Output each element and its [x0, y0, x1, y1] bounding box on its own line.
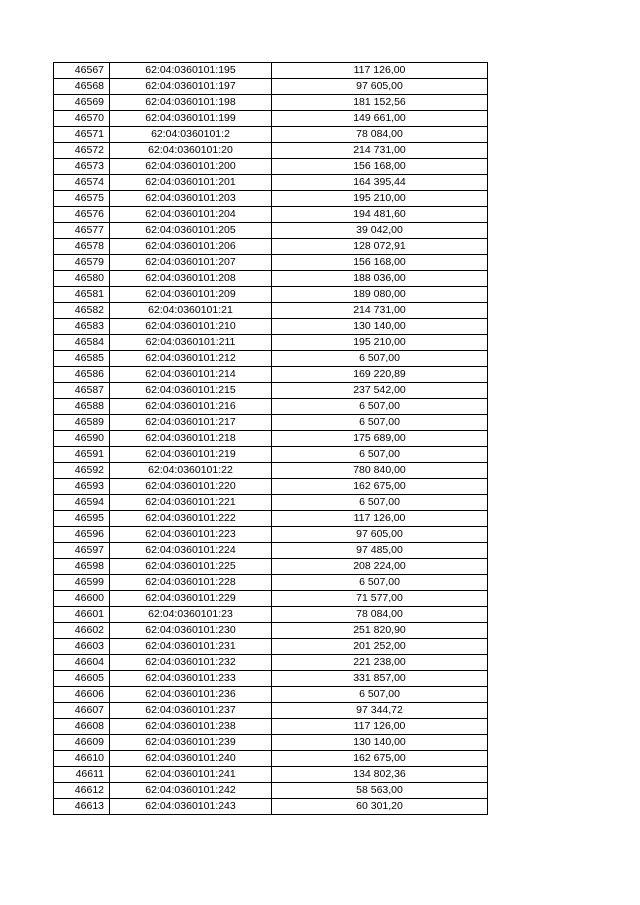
table-row [54, 575, 488, 591]
cadastral-number-cell: 62:04:0360101:230 [110, 623, 272, 639]
cadastral-number-cell: 62:04:0360101:223 [110, 527, 272, 543]
table-row [54, 623, 488, 639]
value-cell: 130 140,00 [272, 319, 488, 335]
table-row [54, 191, 488, 207]
value-cell: 181 152,56 [272, 95, 488, 111]
cadastral-number-cell: 62:04:0360101:2 [110, 127, 272, 143]
cadastral-number-cell: 62:04:0360101:208 [110, 271, 272, 287]
cadastral-number-cell: 62:04:0360101:239 [110, 735, 272, 751]
cadastral-number-cell: 62:04:0360101:200 [110, 159, 272, 175]
row-number-cell: 46578 [54, 239, 110, 255]
table-row [54, 175, 488, 191]
cadastral-number-cell: 62:04:0360101:232 [110, 655, 272, 671]
value-cell: 162 675,00 [272, 479, 488, 495]
value-cell: 780 840,00 [272, 463, 488, 479]
cadastral-number-cell: 62:04:0360101:225 [110, 559, 272, 575]
row-number-cell: 46608 [54, 719, 110, 735]
table-row [54, 719, 488, 735]
row-number-cell: 46592 [54, 463, 110, 479]
row-number-cell: 46604 [54, 655, 110, 671]
table-row [54, 143, 488, 159]
value-cell: 156 168,00 [272, 159, 488, 175]
value-cell: 6 507,00 [272, 351, 488, 367]
table-row [54, 735, 488, 751]
cadastral-number-cell: 62:04:0360101:238 [110, 719, 272, 735]
table-row [54, 655, 488, 671]
value-cell: 195 210,00 [272, 191, 488, 207]
row-number-cell: 46577 [54, 223, 110, 239]
table-row [54, 767, 488, 783]
value-cell: 6 507,00 [272, 447, 488, 463]
row-number-cell: 46580 [54, 271, 110, 287]
row-number-cell: 46576 [54, 207, 110, 223]
value-cell: 39 042,00 [272, 223, 488, 239]
row-number-cell: 46593 [54, 479, 110, 495]
row-number-cell: 46596 [54, 527, 110, 543]
table-row [54, 639, 488, 655]
row-number-cell: 46567 [54, 63, 110, 79]
table-row [54, 351, 488, 367]
table-row [54, 223, 488, 239]
cadastral-number-cell: 62:04:0360101:218 [110, 431, 272, 447]
cadastral-number-cell: 62:04:0360101:233 [110, 671, 272, 687]
cadastral-number-cell: 62:04:0360101:207 [110, 255, 272, 271]
value-cell: 201 252,00 [272, 639, 488, 655]
row-number-cell: 46601 [54, 607, 110, 623]
value-cell: 117 126,00 [272, 511, 488, 527]
table-row [54, 591, 488, 607]
row-number-cell: 46589 [54, 415, 110, 431]
cadastral-number-cell: 62:04:0360101:205 [110, 223, 272, 239]
row-number-cell: 46587 [54, 383, 110, 399]
cadastral-number-cell: 62:04:0360101:231 [110, 639, 272, 655]
value-cell: 71 577,00 [272, 591, 488, 607]
table-row [54, 335, 488, 351]
cadastral-number-cell: 62:04:0360101:220 [110, 479, 272, 495]
cadastral-number-cell: 62:04:0360101:22 [110, 463, 272, 479]
cadastral-number-cell: 62:04:0360101:224 [110, 543, 272, 559]
value-cell: 175 689,00 [272, 431, 488, 447]
cadastral-number-cell: 62:04:0360101:215 [110, 383, 272, 399]
cadastral-number-cell: 62:04:0360101:21 [110, 303, 272, 319]
cadastral-number-cell: 62:04:0360101:20 [110, 143, 272, 159]
table-row [54, 783, 488, 799]
cadastral-number-cell: 62:04:0360101:241 [110, 767, 272, 783]
row-number-cell: 46598 [54, 559, 110, 575]
cadastral-number-cell: 62:04:0360101:221 [110, 495, 272, 511]
table-row [54, 95, 488, 111]
table-row [54, 303, 488, 319]
table-row [54, 207, 488, 223]
cadastral-number-cell: 62:04:0360101:23 [110, 607, 272, 623]
cadastral-number-cell: 62:04:0360101:237 [110, 703, 272, 719]
row-number-cell: 46597 [54, 543, 110, 559]
value-cell: 117 126,00 [272, 63, 488, 79]
cadastral-number-cell: 62:04:0360101:201 [110, 175, 272, 191]
value-cell: 195 210,00 [272, 335, 488, 351]
row-number-cell: 46588 [54, 399, 110, 415]
cadastral-number-cell: 62:04:0360101:229 [110, 591, 272, 607]
value-cell: 251 820,90 [272, 623, 488, 639]
value-cell: 117 126,00 [272, 719, 488, 735]
cadastral-value-table [53, 62, 488, 815]
cadastral-number-cell: 62:04:0360101:240 [110, 751, 272, 767]
table-row [54, 447, 488, 463]
table-row [54, 111, 488, 127]
value-cell: 58 563,00 [272, 783, 488, 799]
row-number-cell: 46595 [54, 511, 110, 527]
value-cell: 134 802,36 [272, 767, 488, 783]
table-row [54, 543, 488, 559]
cadastral-number-cell: 62:04:0360101:242 [110, 783, 272, 799]
cadastral-number-cell: 62:04:0360101:228 [110, 575, 272, 591]
table-row [54, 671, 488, 687]
value-cell: 208 224,00 [272, 559, 488, 575]
table-row [54, 527, 488, 543]
row-number-cell: 46607 [54, 703, 110, 719]
table-row [54, 479, 488, 495]
value-cell: 6 507,00 [272, 399, 488, 415]
value-cell: 189 080,00 [272, 287, 488, 303]
cadastral-number-cell: 62:04:0360101:206 [110, 239, 272, 255]
value-cell: 78 084,00 [272, 607, 488, 623]
table-row [54, 511, 488, 527]
row-number-cell: 46590 [54, 431, 110, 447]
table-row [54, 367, 488, 383]
table-row [54, 799, 488, 815]
row-number-cell: 46606 [54, 687, 110, 703]
cadastral-number-cell: 62:04:0360101:198 [110, 95, 272, 111]
value-cell: 78 084,00 [272, 127, 488, 143]
value-cell: 60 301,20 [272, 799, 488, 815]
value-cell: 331 857,00 [272, 671, 488, 687]
table-row [54, 431, 488, 447]
cadastral-number-cell: 62:04:0360101:195 [110, 63, 272, 79]
row-number-cell: 46611 [54, 767, 110, 783]
table-row [54, 255, 488, 271]
table-row [54, 271, 488, 287]
value-cell: 237 542,00 [272, 383, 488, 399]
table-row [54, 319, 488, 335]
table-row [54, 415, 488, 431]
row-number-cell: 46573 [54, 159, 110, 175]
value-cell: 221 238,00 [272, 655, 488, 671]
value-cell: 6 507,00 [272, 575, 488, 591]
cadastral-number-cell: 62:04:0360101:243 [110, 799, 272, 815]
value-cell: 194 481,60 [272, 207, 488, 223]
row-number-cell: 46586 [54, 367, 110, 383]
row-number-cell: 46610 [54, 751, 110, 767]
row-number-cell: 46569 [54, 95, 110, 111]
value-cell: 214 731,00 [272, 303, 488, 319]
row-number-cell: 46581 [54, 287, 110, 303]
value-cell: 6 507,00 [272, 687, 488, 703]
row-number-cell: 46602 [54, 623, 110, 639]
value-cell: 97 605,00 [272, 79, 488, 95]
cadastral-number-cell: 62:04:0360101:216 [110, 399, 272, 415]
row-number-cell: 46574 [54, 175, 110, 191]
cadastral-number-cell: 62:04:0360101:204 [110, 207, 272, 223]
value-cell: 188 036,00 [272, 271, 488, 287]
value-cell: 6 507,00 [272, 415, 488, 431]
row-number-cell: 46583 [54, 319, 110, 335]
table-row [54, 703, 488, 719]
cadastral-number-cell: 62:04:0360101:203 [110, 191, 272, 207]
table-row [54, 399, 488, 415]
table-row [54, 383, 488, 399]
row-number-cell: 46605 [54, 671, 110, 687]
cadastral-number-cell: 62:04:0360101:199 [110, 111, 272, 127]
value-cell: 156 168,00 [272, 255, 488, 271]
table-row [54, 751, 488, 767]
cadastral-number-cell: 62:04:0360101:222 [110, 511, 272, 527]
row-number-cell: 46613 [54, 799, 110, 815]
table-row [54, 159, 488, 175]
cadastral-number-cell: 62:04:0360101:197 [110, 79, 272, 95]
table-row [54, 559, 488, 575]
value-cell: 97 344,72 [272, 703, 488, 719]
cadastral-number-cell: 62:04:0360101:219 [110, 447, 272, 463]
value-cell: 130 140,00 [272, 735, 488, 751]
row-number-cell: 46591 [54, 447, 110, 463]
table-row [54, 63, 488, 79]
row-number-cell: 46599 [54, 575, 110, 591]
row-number-cell: 46579 [54, 255, 110, 271]
table-row [54, 127, 488, 143]
table-row [54, 463, 488, 479]
table-row [54, 687, 488, 703]
cadastral-number-cell: 62:04:0360101:209 [110, 287, 272, 303]
cadastral-number-cell: 62:04:0360101:211 [110, 335, 272, 351]
row-number-cell: 46568 [54, 79, 110, 95]
table-body [54, 63, 488, 815]
value-cell: 97 485,00 [272, 543, 488, 559]
row-number-cell: 46575 [54, 191, 110, 207]
table-row [54, 287, 488, 303]
cadastral-number-cell: 62:04:0360101:236 [110, 687, 272, 703]
cadastral-number-cell: 62:04:0360101:212 [110, 351, 272, 367]
value-cell: 162 675,00 [272, 751, 488, 767]
value-cell: 6 507,00 [272, 495, 488, 511]
row-number-cell: 46584 [54, 335, 110, 351]
row-number-cell: 46594 [54, 495, 110, 511]
row-number-cell: 46570 [54, 111, 110, 127]
value-cell: 149 661,00 [272, 111, 488, 127]
value-cell: 164 395,44 [272, 175, 488, 191]
value-cell: 169 220,89 [272, 367, 488, 383]
cadastral-number-cell: 62:04:0360101:210 [110, 319, 272, 335]
row-number-cell: 46600 [54, 591, 110, 607]
row-number-cell: 46609 [54, 735, 110, 751]
cadastral-number-cell: 62:04:0360101:214 [110, 367, 272, 383]
value-cell: 97 605,00 [272, 527, 488, 543]
table-row [54, 495, 488, 511]
row-number-cell: 46603 [54, 639, 110, 655]
row-number-cell: 46582 [54, 303, 110, 319]
table-row [54, 239, 488, 255]
row-number-cell: 46572 [54, 143, 110, 159]
value-cell: 128 072,91 [272, 239, 488, 255]
table-row [54, 607, 488, 623]
cadastral-number-cell: 62:04:0360101:217 [110, 415, 272, 431]
document-sheet [53, 62, 488, 815]
row-number-cell: 46571 [54, 127, 110, 143]
row-number-cell: 46585 [54, 351, 110, 367]
table-row [54, 79, 488, 95]
row-number-cell: 46612 [54, 783, 110, 799]
value-cell: 214 731,00 [272, 143, 488, 159]
